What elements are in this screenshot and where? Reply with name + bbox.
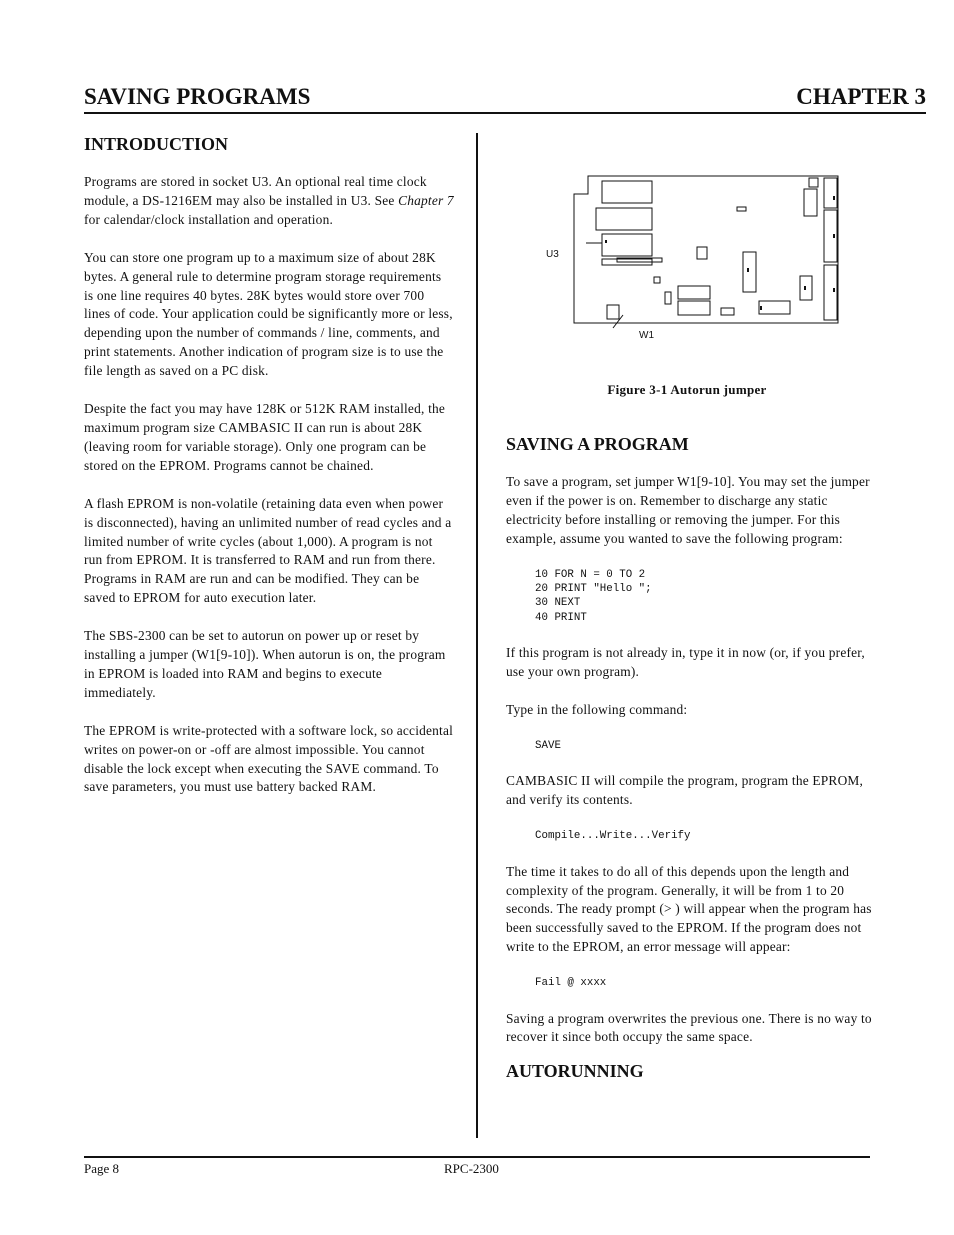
jumper-w1 xyxy=(607,305,619,319)
small-part-6 xyxy=(665,292,671,304)
chapter-title: SAVING PROGRAMS xyxy=(84,84,311,109)
chapter-7-reference: Chapter 7 xyxy=(398,192,454,208)
error-message-code: Fail @ xxxx xyxy=(535,977,607,990)
compile-output-code: Compile...Write...Verify xyxy=(535,830,691,843)
connector-2 xyxy=(824,210,837,262)
intro-paragraph-5: The SBS-2300 can be set to autorun on power up or reset by installing a jumper (W1[9-10]). When autorun is on, the program in EPROM is loaded into RAM and begins to execute immediately. xyxy=(84,628,446,700)
board-diagram xyxy=(540,168,850,348)
ic-vertical xyxy=(743,252,756,292)
w1-leader xyxy=(613,315,623,328)
ic-mid-upper xyxy=(678,286,710,299)
save-command-code: SAVE xyxy=(535,739,561,752)
small-part-3 xyxy=(737,207,746,211)
header-rule xyxy=(84,112,926,114)
document-name: RPC-2300 xyxy=(444,1161,499,1176)
chapter-number: CHAPTER 3 xyxy=(796,84,926,109)
intro-paragraph-1 xyxy=(84,173,454,230)
connector-1 xyxy=(824,178,837,208)
saving-paragraph-2: If this program is not already in, type it in now (or, if you prefer, use your own program). xyxy=(506,645,865,680)
saving-paragraph-3: Type in the following command: xyxy=(506,702,688,718)
intro-p1-text-end: for calendar/clock installation and operation. xyxy=(84,211,334,227)
saving-program-heading: SAVING A PROGRAM xyxy=(506,434,689,454)
small-part-2 xyxy=(804,189,817,216)
u3-label: U3 xyxy=(546,249,559,260)
saving-paragraph-5: The time it takes to do all of this depends upon the length and complexity of the program. Generally, it will be from 1 to 20 seconds. The ready prompt (> ) will appear when the program has been successfully saved to the EPROM. If the program does not write to the EPROM, an error message will appear: xyxy=(506,863,872,955)
introduction-heading: INTRODUCTION xyxy=(84,134,229,154)
figure-caption: Figure 3-1 Autorun jumper xyxy=(607,382,767,397)
intro-paragraph-2: You can store one program up to a maximum size of about 28K bytes. A general rule to determine program storage requirements is one line requires 40 bytes. 28K bytes would store over 700 lines of code. Your application could be significantly more or less, depending upon the number of commands / line, comments, and print statements. Another indication of program size is to use the file length as saved on a PC disk. xyxy=(84,249,453,379)
footer-rule xyxy=(84,1156,870,1158)
page-number: Page 8 xyxy=(84,1161,120,1176)
column-divider xyxy=(476,133,478,1138)
small-part-1 xyxy=(809,178,818,187)
left-column xyxy=(84,132,454,816)
right-column xyxy=(506,432,876,1100)
board-diagram-svg xyxy=(540,168,850,348)
ic-mid-lower xyxy=(678,301,710,315)
saving-paragraph-4: CAMBASIC II will compile the program, program the EPROM, and verify its contents. xyxy=(506,773,864,808)
small-part-4 xyxy=(697,247,707,259)
saving-paragraph-6: Saving a program overwrites the previous one. There is no way to recover it since both occupy the same space. xyxy=(506,1010,872,1045)
socket-u3 xyxy=(602,234,652,256)
intro-paragraph-6: The EPROM is write-protected with a software lock, so accidental writes on power-on or -off are almost impossible. You cannot disable the lock except when executing the SAVE command. To save parameters, you must use battery backed RAM. xyxy=(84,722,454,795)
intro-p1-text: Programs are stored in socket U3. An optional real time clock module, a DS-1216EM may also be installed in U3. See xyxy=(84,174,427,208)
saving-paragraph-1: To save a program, set jumper W1[9-10]. You may set the jumper even if the power is on. Remember to discharge any static electricity before installing or removing the jumper. For this example, assume you wanted to save the following program: xyxy=(506,474,870,546)
example-program-code: 10 FOR N = 0 TO 2 20 PRINT "Hello "; 30 NEXT 40 PRINT xyxy=(535,568,652,624)
intro-paragraph-3: Despite the fact you may have 128K or 512K RAM installed, the maximum program size CAMBASIC II can run is about 28K (leaving room for variable storage). Only one program can be stored on the EPROM. Programs cannot be chained. xyxy=(84,401,446,473)
w1-label: W1 xyxy=(639,330,654,341)
intro-paragraph-4: A flash EPROM is non-volatile (retaining data even when power is disconnected), having an unlimited number of read cycles and a limited number of write cycles (about 1,000). A program is not run from EPROM. It is transferred to RAM and run from there. Programs in RAM are run and can be modified. They can be saved to EPROM for auto execution later. xyxy=(84,495,452,606)
small-part-5 xyxy=(654,277,660,283)
chip-2 xyxy=(596,208,652,230)
small-part-7 xyxy=(721,308,734,315)
chip-1 xyxy=(602,181,652,203)
autorunning-heading: AUTORUNNING xyxy=(506,1061,644,1082)
connector-3 xyxy=(824,265,837,320)
ic-bottom-right xyxy=(759,301,790,314)
